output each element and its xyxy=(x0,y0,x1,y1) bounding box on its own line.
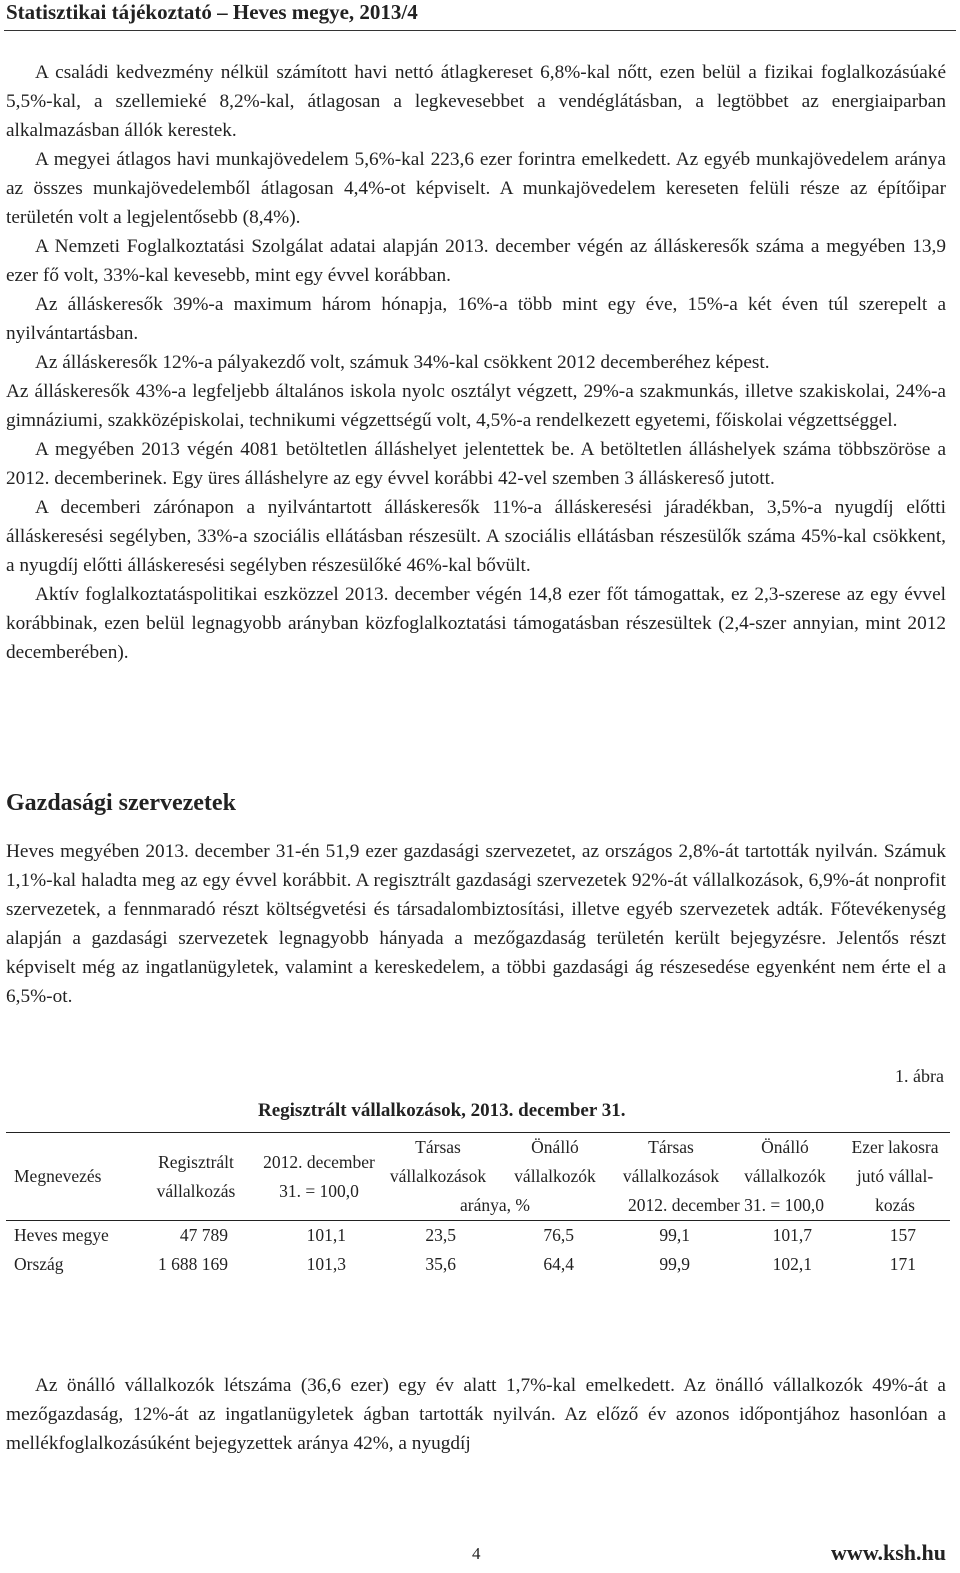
text-block-sole-traders xyxy=(6,1371,946,1458)
page-number: 4 xyxy=(472,1544,481,1563)
table-cell: 35,6 xyxy=(425,1254,456,1274)
col-header-index: 2012. december 31. = 100,0 xyxy=(260,1133,378,1221)
footer-link[interactable]: www.ksh.hu xyxy=(831,1540,946,1565)
table-cell: 101,3 xyxy=(306,1254,346,1274)
col-header-sole-2: Önálló vállalkozók xyxy=(730,1133,840,1192)
table-cell: 171 xyxy=(889,1254,916,1274)
section-heading: Gazdasági szervezetek xyxy=(6,790,236,816)
table-cell: 64,4 xyxy=(543,1254,574,1274)
table-cell: 76,5 xyxy=(543,1225,574,1245)
text-block-organisations xyxy=(6,837,946,1011)
col-header-name: Megnevezés xyxy=(6,1133,132,1221)
table-cell: 1 688 169 xyxy=(158,1254,228,1274)
paragraph: Az álláskeresők 39%-a maximum három hónapja, 16%-a több mint egy éve, 15%-a két éven túl szerepelt a nyilvántartásban. xyxy=(6,294,946,344)
paragraph: A megyében 2013 végén 4081 betöltetlen álláshelyet jelentettek be. A betöltetlen álláshelyek száma többszöröse a 2012. decemberinek. Egy üres álláshelyre az egy évvel korábbi 42-vel szemben 3 álláskereső jutott. xyxy=(6,439,946,489)
table-cell: 101,7 xyxy=(772,1225,812,1245)
table-cell: 102,1 xyxy=(772,1254,812,1274)
col-header-companies-2: Társas vállalkozások xyxy=(612,1133,730,1192)
page-header xyxy=(0,0,956,30)
table-cell: 23,5 xyxy=(425,1225,456,1245)
header-title: Statisztikai tájékoztató – Heves megye, 2013/4 xyxy=(6,0,418,24)
col-header-sole: Önálló vállalkozók xyxy=(498,1133,612,1192)
header-rule xyxy=(4,30,956,31)
paragraph: Az önálló vállalkozók létszáma (36,6 ezer) egy év alatt 1,7%-kal emelkedett. Az önálló vállalkozók 49%-át a mezőgazdaság, 12%-át az ingatlanügyletek ágban tartották nyilván. Az előző év azonos időpontjához hasonlóan a mellékfoglalkozásúként bejegyzettek aránya 42%, a nyugdíj xyxy=(6,1375,946,1454)
table-cell: 99,9 xyxy=(659,1254,690,1274)
figure-label: 1. ábra xyxy=(895,1066,944,1086)
table-cell: 157 xyxy=(889,1225,916,1245)
row-name: Ország xyxy=(14,1254,64,1274)
paragraph: Az álláskeresők 12%-a pályakezdő volt, számuk 34%-kal csökkent 2012 decemberéhez képest. xyxy=(35,352,770,373)
paragraph: A Nemzeti Foglalkoztatási Szolgálat adatai alapján 2013. december végén az álláskeresők száma a megyében 13,9 ezer fő volt, 33%-kal kevesebb, mint egy évvel korábban. xyxy=(6,236,946,286)
table-cell: 101,1 xyxy=(306,1225,346,1245)
col-header-companies: Társas vállalkozások xyxy=(378,1133,498,1192)
paragraph: Aktív foglalkoztatáspolitikai eszközzel 2013. december végén 14,8 ezer főt támogattak, ez 2,3-szerese az egy évvel korábbinak, ezen belül legnagyobb arányban közfoglalkoztatási támogatásban részesültek (2,4-szer annyian, mint 2012 decemberében). xyxy=(6,584,946,663)
table-row xyxy=(6,1221,950,1251)
col-header-per-thousand: Ezer lakosra jutó vállal-kozás xyxy=(840,1133,950,1221)
table-row xyxy=(6,1250,950,1279)
paragraph: Az álláskeresők 43%-a legfeljebb általános iskola nyolc osztályt végzett, 29%-a szakmunkás, illetve szakiskolai, 24%-a gimnáziumi, szakközépiskolai, technikumi végzettségű volt, 4,5%-a rendelkezett egyetemi, főiskolai végzettséggel. xyxy=(6,381,946,431)
paragraph: A megyei átlagos havi munkajövedelem 5,6%-kal 223,6 ezer forintra emelkedett. Az egyéb munkajövedelem aránya az összes munkajövedelemből átlagosan 4,4%-ot képviselt. A munkajövedelem kereseten felüli része az építőipar területén volt a legjelentősebb (8,4%). xyxy=(6,149,946,228)
enterprises-table xyxy=(6,1132,950,1279)
text-block-labour xyxy=(6,58,946,667)
col-header-share: aránya, % xyxy=(378,1191,612,1221)
table-title: Regisztrált vállalkozások, 2013. december 31. xyxy=(258,1100,626,1121)
table-cell: 47 789 xyxy=(179,1225,228,1245)
paragraph: A decemberi zárónapon a nyilvántartott álláskeresők 11%-a álláskeresési járadékban, 3,5%-a nyugdíj előtti álláskeresési segélyben, 33%-a szociális ellátásban részesült. A szociális ellátásban részesülők száma 45%-kal csökkent, a nyugdíj előtti álláskeresési segélyben részesülőké 46%-kal bővült. xyxy=(6,497,946,576)
col-header-index-2: 2012. december 31. = 100,0 xyxy=(612,1191,840,1221)
col-header-registered: Regisztrált vállalkozás xyxy=(132,1133,260,1221)
paragraph: A családi kedvezmény nélkül számított havi nettó átlagkereset 6,8%-kal nőtt, ezen belül a fizikai foglalkozásúaké 5,5%-kal, a szellemieké 8,2%-kal, átlagosan a legkevesebbet a vendéglátásban, a legtöbbet az energiaiparban alkalmazásban állók kerestek. xyxy=(6,62,946,141)
paragraph: Heves megyében 2013. december 31-én 51,9 ezer gazdasági szervezetet, az országos 2,8%-át tartották nyilván. Számuk 1,1%-kal haladta meg az egy évvel korábbit. A regisztrált gazdasági szervezetek 92%-át vállalkozások, 6,9%-át nonprofit szervezetek, a fennmaradó részt költségvetési és társadalombiztosítási, illetve egyéb szervezetek adták. Főtevékenység alapján a gazdasági szervezetek legnagyobb hányada a mezőgazdaság területén került bejegyzésre. Jelentős részt képviselt még az ingatlanügyletek, valamint a kereskedelem, a többi gazdasági ág részesedése egyenként nem érte el a 6,5%-ot. xyxy=(6,841,946,1007)
row-name: Heves megye xyxy=(14,1225,109,1245)
table-cell: 99,1 xyxy=(659,1225,690,1245)
